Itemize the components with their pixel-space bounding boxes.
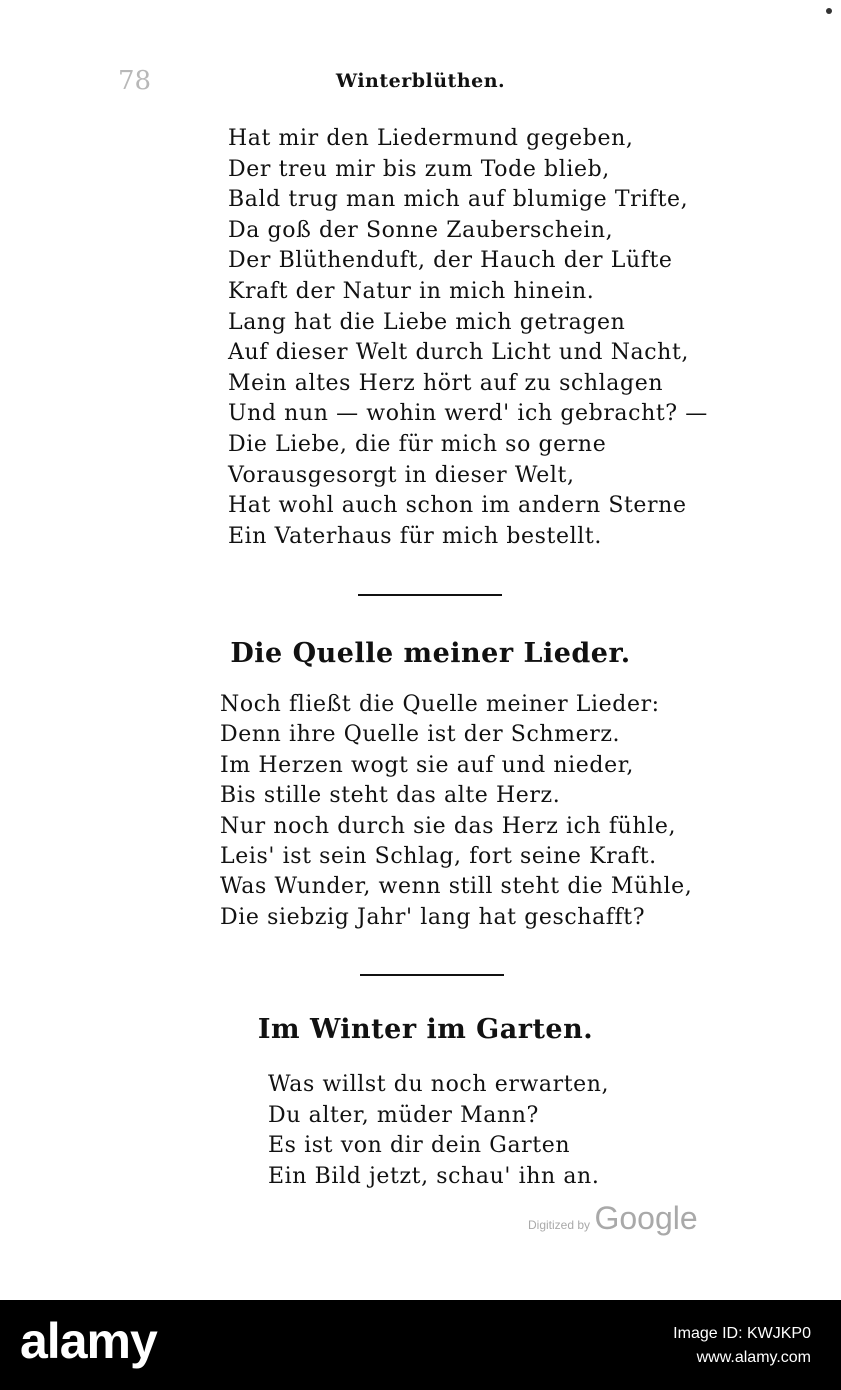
verse-line: Hat wohl auch schon im andern Sterne [228, 493, 687, 519]
verse-line: Ein Bild jetzt, schau' ihn an. [268, 1163, 600, 1189]
page-number: 78 [118, 66, 152, 96]
poem-3-title: Im Winter im Garten. [257, 1014, 594, 1045]
alamy-logo: alamy [20, 1313, 157, 1369]
poem-2-title: Die Quelle meiner Lieder. [230, 638, 631, 669]
stock-url: www.alamy.com [696, 1349, 811, 1366]
stock-credit [673, 1322, 811, 1370]
verse-line: Kraft der Natur in mich hinein. [228, 278, 595, 304]
verse-line: Vorausgesorgt in dieser Welt, [228, 462, 575, 488]
running-head: Winterblüthen. [335, 70, 506, 92]
google-wordmark: Google [594, 1200, 698, 1236]
verse-line: Der treu mir bis zum Tode blieb, [228, 156, 610, 182]
verse-line: Hat mir den Liedermund gegeben, [228, 126, 634, 151]
ink-speck [826, 8, 832, 14]
verse-line: Noch fließt die Quelle meiner Lieder: [220, 692, 660, 717]
verse-line: Mein altes Herz hört auf zu schlagen [228, 370, 664, 396]
section-divider [358, 594, 502, 596]
section-divider [360, 974, 504, 976]
verse-line: Denn ihre Quelle ist der Schmerz. [220, 722, 621, 748]
verse-line: Was willst du noch erwarten, [268, 1072, 610, 1097]
verse-line: Bis stille steht das alte Herz. [220, 783, 561, 809]
stock-footer-bar [0, 1300, 841, 1390]
digitized-watermark [528, 1200, 698, 1237]
verse-line: Die siebzig Jahr' lang hat geschafft? [220, 904, 646, 930]
verse-line: Die Liebe, die für mich so gerne [228, 431, 607, 457]
verse-line: Es ist von dir dein Garten [268, 1133, 571, 1158]
verse-line: Der Blüthenduft, der Hauch der Lüfte [228, 248, 673, 274]
verse-line: Was Wunder, wenn still steht die Mühle, [220, 874, 693, 900]
verse-line: Nur noch durch sie das Herz ich fühle, [220, 813, 677, 839]
digitized-prefix: Digitized by [528, 1218, 591, 1232]
verse-line: Leis' ist sein Schlag, fort seine Kraft. [220, 843, 657, 869]
verse-line: Bald trug man mich auf blumige Trifte, [228, 187, 689, 213]
verse-line: Lang hat die Liebe mich getragen [228, 309, 626, 335]
verse-line: Da goß der Sonne Zauberschein, [228, 217, 614, 243]
verse-line: Auf dieser Welt durch Licht und Nacht, [228, 340, 689, 366]
image-id: Image ID: KWJKP0 [673, 1325, 811, 1342]
poem-2-stanza [220, 690, 692, 933]
poem-1-stanza [228, 124, 708, 552]
verse-line: Ein Vaterhaus für mich bestellt. [228, 523, 602, 549]
poem-3-stanza [268, 1070, 609, 1192]
verse-line: Im Herzen wogt sie auf und nieder, [220, 752, 635, 778]
verse-line: Und nun — wohin werd' ich gebracht? — [228, 401, 708, 427]
verse-line: Du alter, müder Mann? [268, 1102, 539, 1128]
